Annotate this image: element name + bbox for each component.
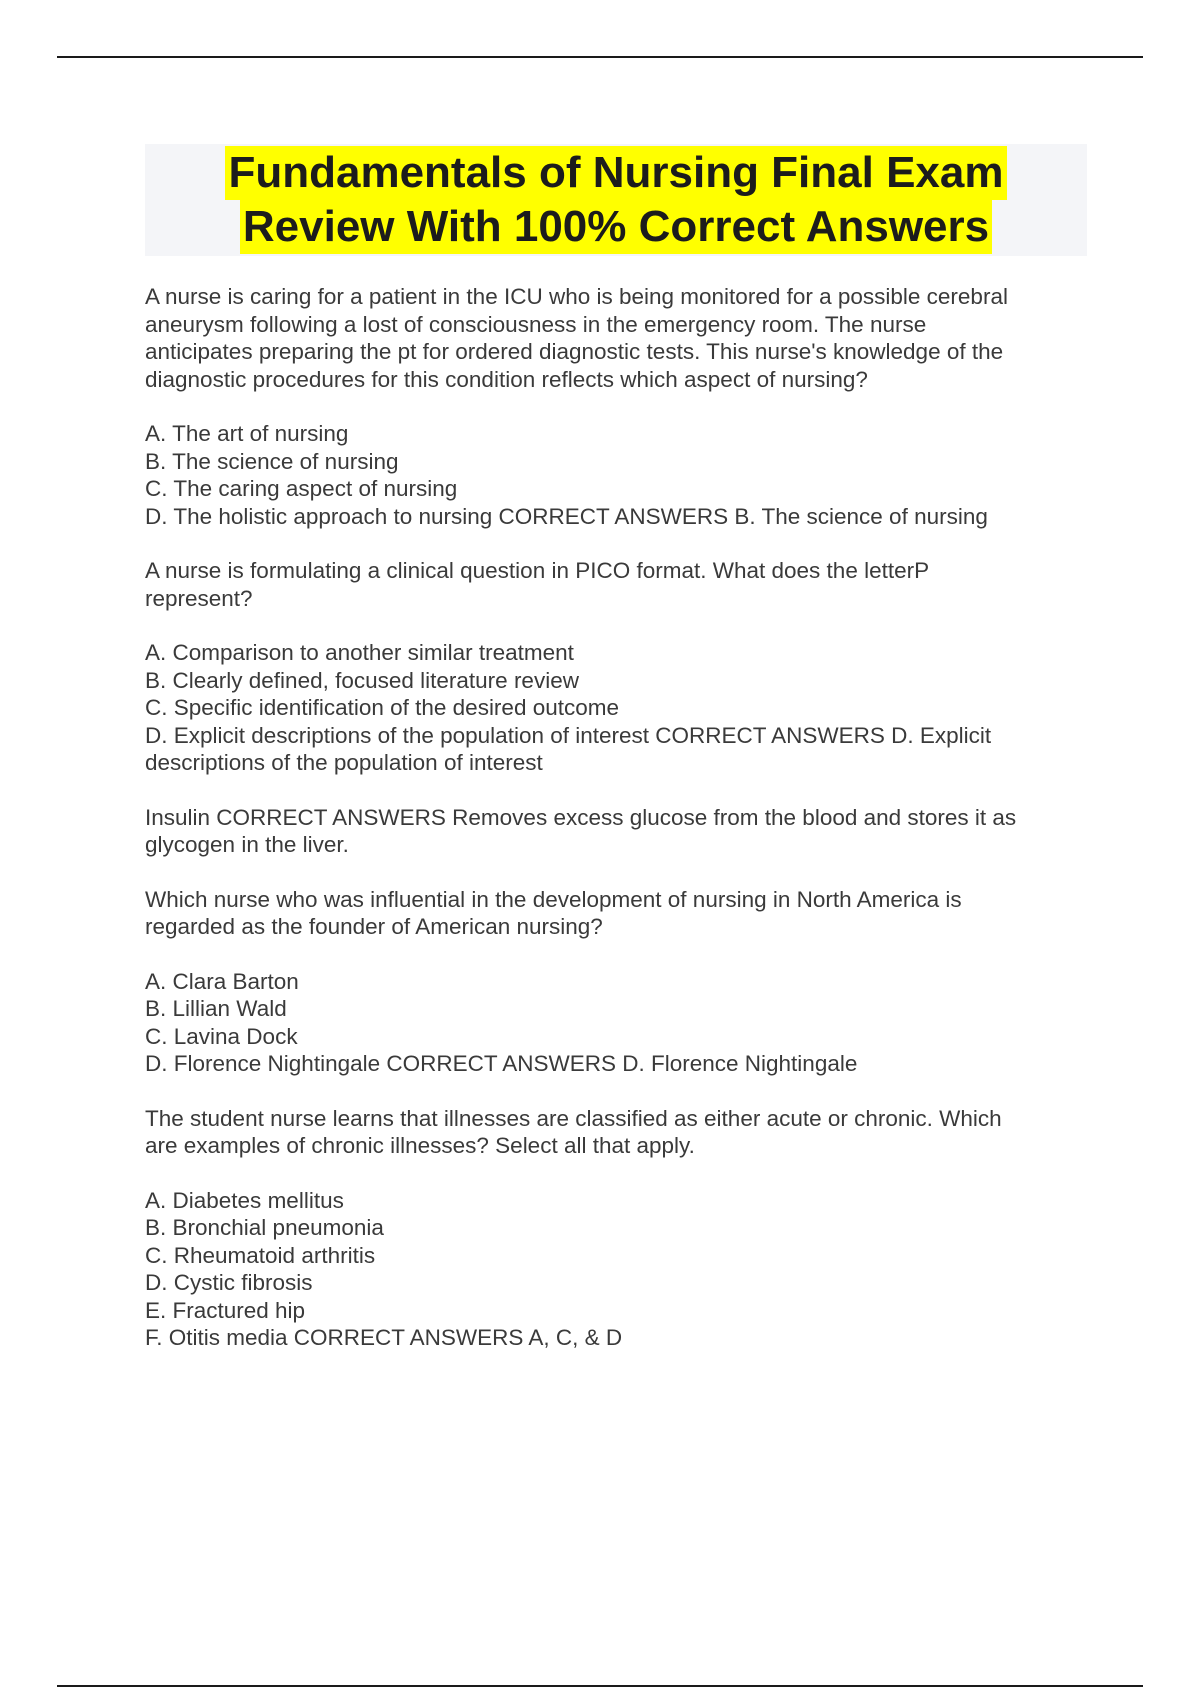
option-line: E. Fractured hip [145,1297,306,1323]
option-line: C. Specific identification of the desired outcome [145,695,620,720]
top-rule [57,56,1143,58]
option-line: B. Clearly defined, focused literature review [145,667,579,693]
option-line: A. Clara Barton [145,968,299,994]
question-text-line: Which nurse who was influential in the development of nursing in North America is [145,886,962,912]
document-body [145,283,1090,1379]
option-line: B. Bronchial pneumonia [145,1215,384,1240]
option-line: C. Rheumatoid arthritis [145,1242,376,1268]
question-3 [145,804,1090,859]
option-line: B. The science of nursing [145,448,399,474]
option-line: C. Lavina Dock [145,1023,298,1049]
title-line-1: Fundamentals of Nursing Final Exam [225,146,1006,200]
question-text-line: regarded as the founder of American nursing? [145,914,603,939]
question-text-line: aneurysm following a lost of consciousness in the emergency room. The nurse [145,311,927,337]
question-text-line: glycogen in the liver. [145,832,349,857]
question-text-line: A nurse is formulating a clinical question in PICO format. What does the letterP [145,558,930,583]
option-line-answer: D. Florence Nightingale CORRECT ANSWERS D. Florence Nightingale [145,1051,858,1076]
question-text-line: diagnostic procedures for this condition reflects which aspect of nursing? [145,366,868,392]
question-text-line: are examples of chronic illnesses? Select all that apply. [145,1133,695,1158]
question-text-line: A nurse is caring for a patient in the ICU who is being monitored for a possible cerebral [145,284,1008,309]
question-1-options [145,420,1090,530]
option-line-answer: descriptions of the population of interest [145,750,543,775]
document-title [145,144,1087,256]
question-5-options [145,1187,1090,1352]
option-line: B. Lillian Wald [145,996,287,1021]
question-text-line: Insulin CORRECT ANSWERS Removes excess glucose from the blood and stores it as [145,804,1017,830]
question-4 [145,886,1090,941]
question-text-line: represent? [145,585,253,611]
question-2 [145,557,1090,612]
option-line: A. The art of nursing [145,421,349,446]
bottom-rule [57,1685,1143,1687]
question-5 [145,1105,1090,1160]
question-1 [145,283,1090,393]
title-line-2: Review With 100% Correct Answers [240,200,992,254]
option-line-answer: D. Explicit descriptions of the population of interest CORRECT ANSWERS D. Explicit [145,722,992,748]
question-4-options [145,968,1090,1078]
option-line-answer: D. The holistic approach to nursing CORRECT ANSWERS B. The science of nursing [145,503,988,529]
option-line: A. Comparison to another similar treatment [145,640,574,665]
option-line: A. Diabetes mellitus [145,1187,344,1213]
question-text-line: anticipates preparing the pt for ordered diagnostic tests. This nurse's knowledge of the [145,339,1004,364]
option-line: C. The caring aspect of nursing [145,476,458,501]
question-text-line: The student nurse learns that illnesses are classified as either acute or chronic. Which [145,1105,1002,1131]
option-line-answer: F. Otitis media CORRECT ANSWERS A, C, & D [145,1325,623,1350]
question-2-options [145,639,1090,777]
option-line: D. Cystic fibrosis [145,1270,313,1295]
